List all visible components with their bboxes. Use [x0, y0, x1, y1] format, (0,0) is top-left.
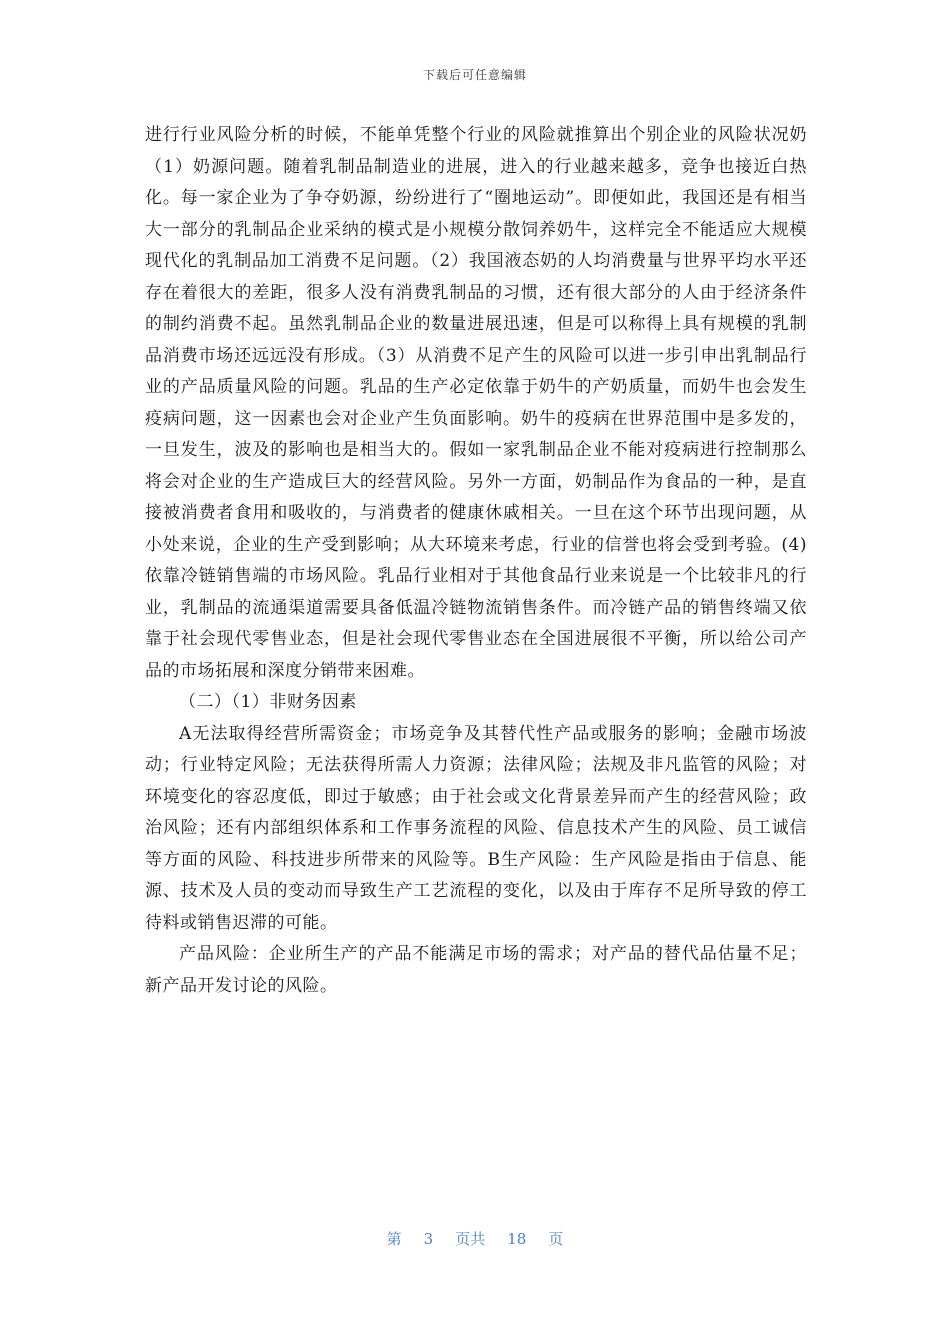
footer-middle: 页共 [455, 1230, 486, 1248]
footer-current-page: 3 [423, 1230, 434, 1248]
page-header: 下载后可任意编辑 [422, 68, 527, 82]
paragraph-industry-risk: 进行行业风险分析的时候，不能单凭整个行业的风险就推算出个别企业的风险状况奶（1）奶源问题。随着乳制品制造业的进展，进入的行业越来越多，竞争也接近白热化。每一家企业为了争夺奶源，纷纷进行了“圈地运动”。即便如此，我国还是有相当大一部分的乳制品企业采纳的模式是小规模分散饲养奶牛，这样完全不能适应大规模现代化的乳制品加工消费不足问题。（2）我国液态奶的人均消费量与世界平均水平还存在着很大的差距，很多人没有消费乳制品的习惯，还有很大部分的人由于经济条件的制约消费不起。虽然乳制品企业的数量进展迅速，但是可以称得上具有规模的乳制品消费市场还远远没有形成。（3）从消费不足产生的风险可以进一步引申出乳制品行业的产品质量风险的问题。乳品的生产必定依靠于奶牛的产奶质量，而奶牛也会发生疫病问题，这一因素也会对企业产生负面影响。奶牛的疫病在世界范围中是多发的，一旦发生，波及的影响也是相当大的。假如一家乳制品企业不能对疫病进行控制那么将会对企业的生产造成巨大的经营风险。另外一方面，奶制品作为食品的一种，是直接被消费者食用和吸收的，与消费者的健康休戚相关。一旦在这个环节出现问题，从小处来说，企业的生产受到影响；从大环境来考虑，行业的信誉也将会受到考验。(4)依靠冷链销售端的市场风险。乳品行业相对于其他食品行业来说是一个比较非凡的行业，乳制品的流通渠道需要具备低温冷链物流销售条件。而冷链产品的销售终端又依靠于社会现代零售业态，但是社会现代零售业态在全国进展很不平衡，所以给公司产品的市场拓展和深度分销带来困难。 [145, 125, 807, 681]
paragraph-non-financial-factors: A无法取得经营所需资金；市场竞争及其替代性产品或服务的影响；金融市场波动；行业特定风险；无法获得所需人力资源；法律风险；法规及非凡监管的风险；对环境变化的容忍度低，即过于敏感；由于社会或文化背景差异而产生的经营风险；政治风险；还有内部组织体系和工作事务流程的风险、信息技术产生的风险、员工诚信等方面的风险、科技进步所带来的风险等。B生产风险：生产风险是指由于信息、能源、技术及人员的变动而导致生产工艺流程的变化，以及由于库存不足所导致的停工待料或销售迟滞的可能。 [145, 723, 807, 933]
footer-total-pages: 18 [507, 1230, 527, 1248]
paragraph-product-risk: 产品风险：企业所生产的产品不能满足市场的需求；对产品的替代品估量不足；新产品开发讨论的风险。 [145, 944, 807, 996]
footer-prefix: 第 [386, 1230, 402, 1248]
footer-suffix: 页 [548, 1230, 564, 1248]
document-body [145, 120, 807, 1002]
page-footer [0, 1228, 950, 1249]
section-heading-non-financial: （二）（1）非财务因素 [179, 692, 357, 712]
